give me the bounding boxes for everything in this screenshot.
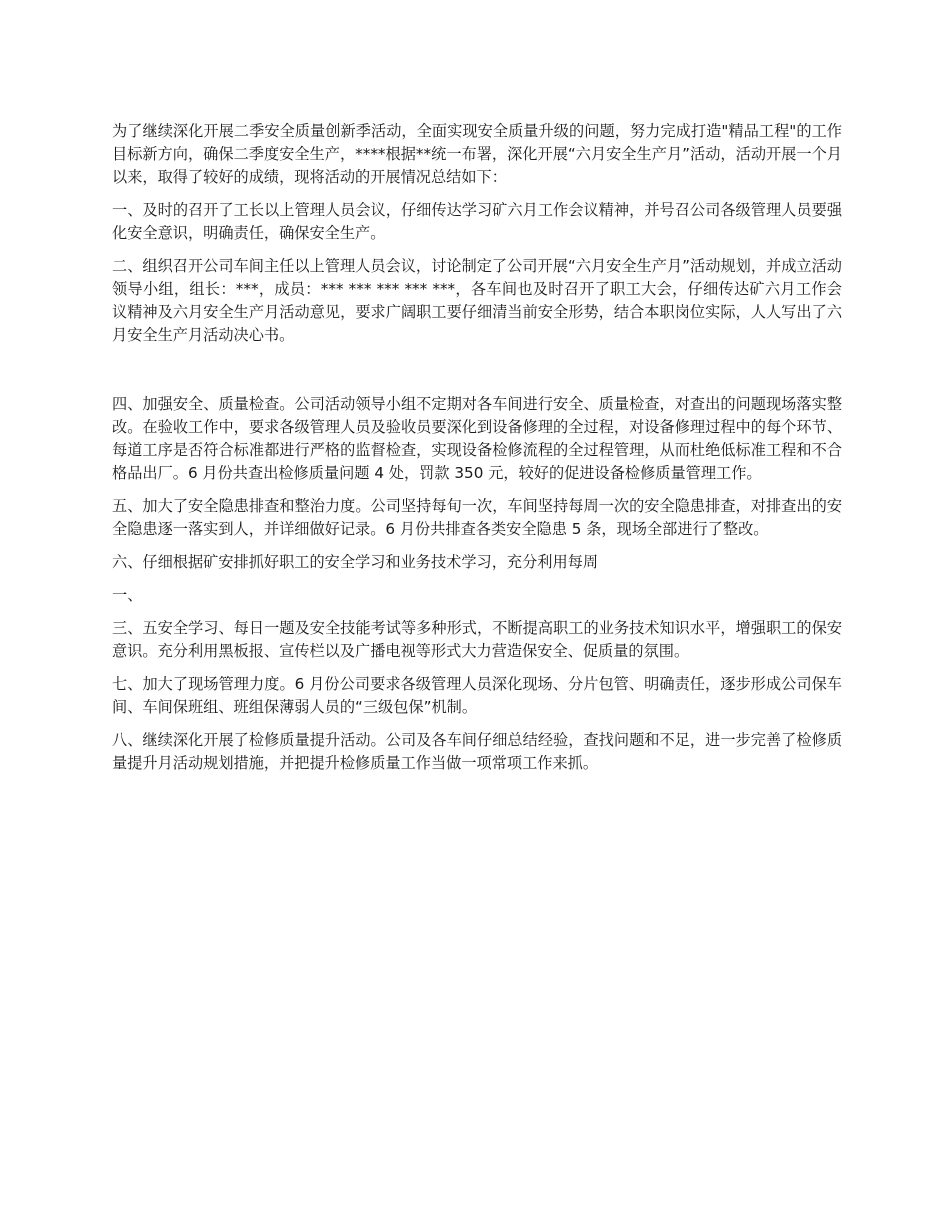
paragraph-fragment: 一、 [112,586,143,604]
paragraph-item-1: 一、及时的召开了工长以上管理人员会议，仔细传达学习矿六月工作会议精神，并号召公司各级管理人员要强化安全意识，明确责任，确保安全生产。 [112,201,842,242]
paragraph-intro: 为了继续深化开展二季安全质量创新季活动，全面实现安全质量升级的问题，努力完成打造"精品工程"的工作目标新方向，确保二季度安全生产，****根据**统一布署，深化开展“六月安全生产月”活动，活动开展一个月以来，取得了较好的成绩，现将活动的开展情况总结如下： [112,122,842,186]
paragraph-item-7: 七、加大了现场管理力度。6 月份公司要求各级管理人员深化现场、分片包管、明确责任，逐步形成公司保车间、车间保班组、班组保薄弱人员的“三级包保”机制。 [112,675,842,716]
paragraph-item-8: 八、继续深化开展了检修质量提升活动。公司及各车间仔细总结经验，查找问题和不足，进一步完善了检修质量提升月活动规划措施，并把提升检修质量工作当做一项常项工作来抓。 [112,731,842,772]
paragraph-item-6: 六、仔细根据矿安排抓好职工的安全学习和业务技术学习，充分利用每周 [112,553,598,571]
paragraph-item-4: 四、加强安全、质量检查。公司活动领导小组不定期对各车间进行安全、质量检查，对查出的问题现场落实整改。在验收工作中，要求各级管理人员及验收员要深化到设备修理的全过程，对设备修理过程中的每个环节、每道工序是否符合标准都进行严格的监督检查，实现设备检修流程的全过程管理，从而杜绝低标准工程和不合格品出厂。6 月份共查出检修质量问题 4 处，罚款 350 元，较好的促进设备检修质量管理工作。 [112,395,842,482]
blank-gap [112,357,842,393]
paragraph-item-6-continued: 三、五安全学习、每日一题及安全技能考试等多种形式，不断提高职工的业务技术知识水平，增强职工的保安意识。充分利用黑板报、宣传栏以及广播电视等形式大力营造保安全、促质量的氛围。 [112,619,842,660]
document-body [112,120,842,785]
paragraph-item-2: 二、组织召开公司车间主任以上管理人员会议，讨论制定了公司开展“六月安全生产月”活动规划，并成立活动领导小组，组长：***，成员：*** *** *** *** ***，各车间也及时召开了职工大会，仔细传达矿六月工作会议精神及六月安全生产月活动意见，要求广阔职工要仔细清当前安全形势，结合本职岗位实际，人人写出了六月安全生产月活动决心书。 [112,257,842,344]
paragraph-item-5: 五、加大了安全隐患排查和整治力度。公司坚持每旬一次，车间坚持每周一次的安全隐患排查，对排查出的安全隐患逐一落实到人，并详细做好记录。6 月份共排查各类安全隐患 5 条，现场全部进行了整改。 [112,497,842,538]
